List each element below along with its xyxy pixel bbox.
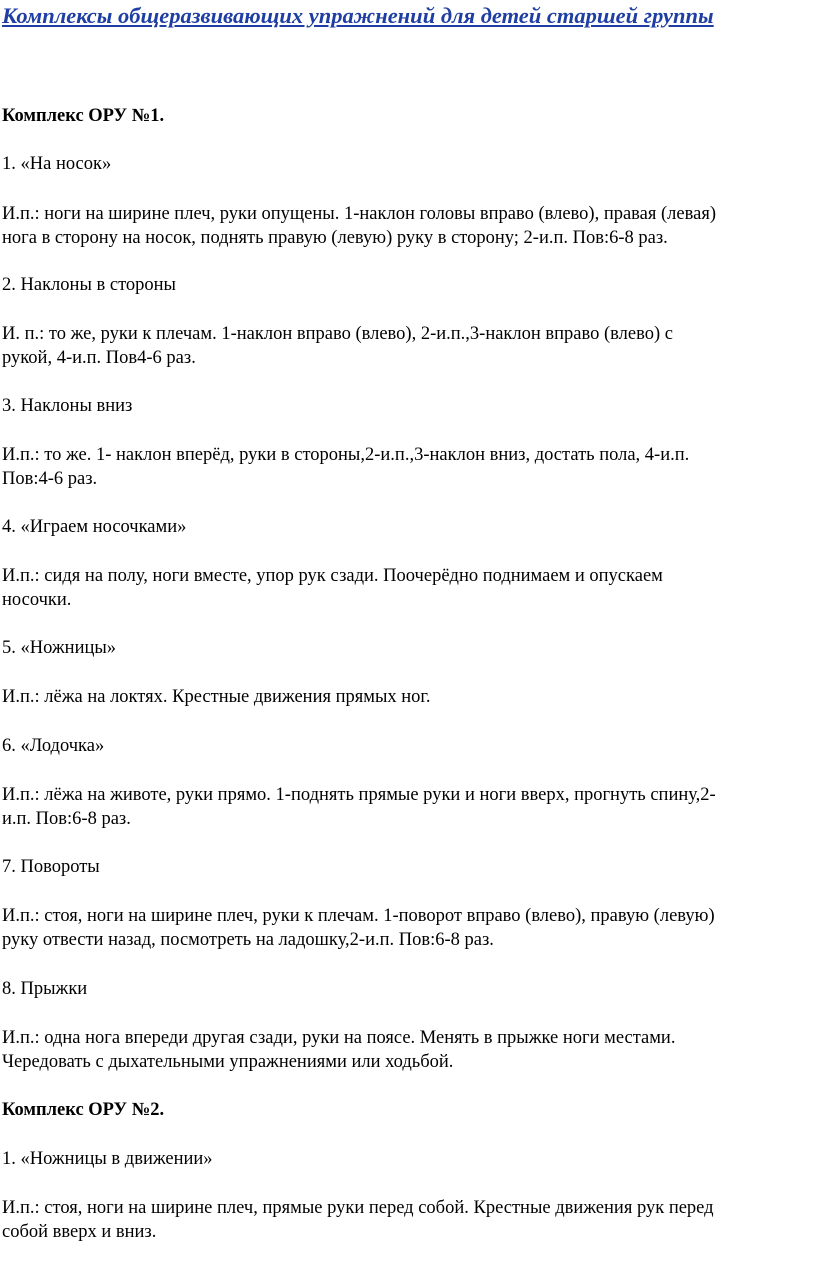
exercise-6-name: 6. «Лодочка» (2, 736, 105, 756)
exercise-4-description (2, 564, 814, 612)
exercise-5-name: 5. «Ножницы» (2, 638, 117, 658)
description-line: И.п.: стоя, ноги на ширине плеч, прямые руки перед собой. Крестные движения рук перед (2, 1198, 714, 1218)
complex-2-exercise-1-name: 1. «Ножницы в движении» (2, 1149, 213, 1169)
exercise-8-description (2, 1026, 814, 1074)
exercise-2-description (2, 322, 814, 370)
exercise-1-name: 1. «На носок» (2, 154, 112, 174)
exercise-6-description (2, 783, 814, 831)
exercise-4-name: 4. «Играем носочками» (2, 517, 187, 537)
description-line: И.п.: лёжа на животе, руки прямо. 1-поднять прямые руки и ноги вверх, прогнуть спину,2- (2, 785, 716, 805)
description-line: собой вверх и вниз. (2, 1222, 157, 1242)
description-line: нога в сторону на носок, поднять правую (левую) руку в сторону; 2-и.п. Пов:6-8 раз. (2, 228, 668, 248)
description-line: И.п.: сидя на полу, ноги вместе, упор рук сзади. Поочерёдно поднимаем и опускаем (2, 566, 663, 586)
description-line: Чередовать с дыхательными упражнениями или ходьбой. (2, 1052, 454, 1072)
exercise-5-description (2, 685, 814, 709)
description-line: носочки. (2, 590, 72, 610)
exercise-1-description (2, 202, 814, 250)
document-title: Комплексы общеразвивающих упражнений для детей старшей группы (2, 3, 714, 28)
description-line: И.п.: то же. 1- наклон вперёд, руки в стороны,2-и.п.,3-наклон вниз, достать пола, 4-и.п. (2, 445, 690, 465)
description-line: и.п. Пов:6-8 раз. (2, 809, 131, 829)
exercise-2-name: 2. Наклоны в стороны (2, 275, 176, 295)
description-line: рукой, 4-и.п. Пов4-6 раз. (2, 348, 196, 368)
description-line: И.п.: стоя, ноги на ширине плеч, руки к плечам. 1-поворот вправо (влево), правую (левую) (2, 906, 715, 926)
description-line: И.п.: лёжа на локтях. Крестные движения прямых ног. (2, 687, 431, 707)
complex-1-heading: Комплекс ОРУ №1. (2, 106, 165, 126)
description-line: И.п.: ноги на ширине плеч, руки опущены. 1-наклон головы вправо (влево), правая (левая) (2, 204, 716, 224)
description-line: И.п.: одна нога впереди другая сзади, руки на поясе. Менять в прыжке ноги местами. (2, 1028, 676, 1048)
exercise-7-name: 7. Повороты (2, 857, 100, 877)
description-line: руку отвести назад, посмотреть на ладошку,2-и.п. Пов:6-8 раз. (2, 930, 494, 950)
exercise-8-name: 8. Прыжки (2, 979, 88, 999)
exercise-7-description (2, 904, 814, 952)
complex-2-exercise-1-description (2, 1196, 814, 1244)
exercise-3-description (2, 443, 814, 491)
complex-2-heading: Комплекс ОРУ №2. (2, 1100, 165, 1120)
description-line: И. п.: то же, руки к плечам. 1-наклон вправо (влево), 2-и.п.,3-наклон вправо (влево) с (2, 324, 673, 344)
description-line: Пов:4-6 раз. (2, 469, 98, 489)
exercise-3-name: 3. Наклоны вниз (2, 396, 133, 416)
